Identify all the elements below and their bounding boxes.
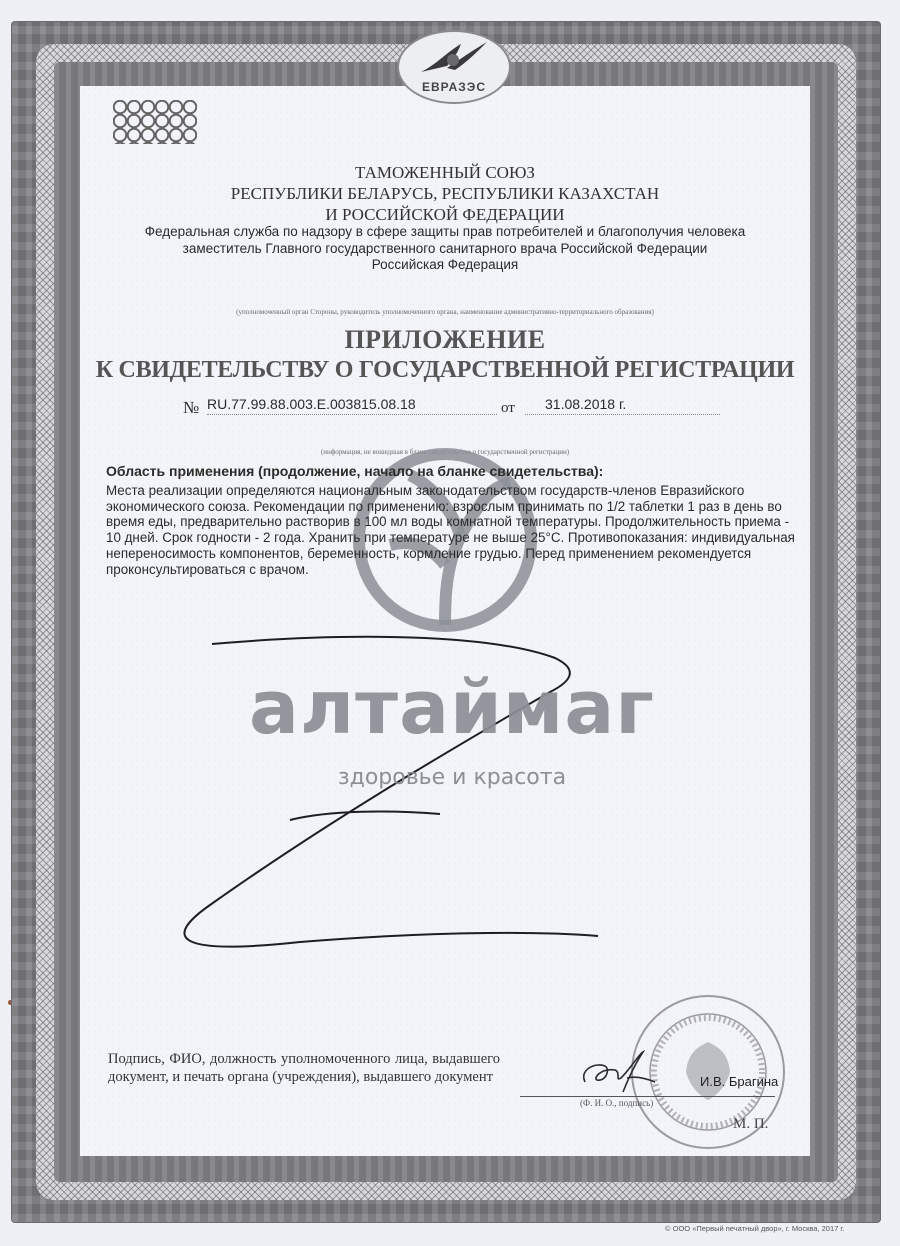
registration-date: 31.08.2018 г. <box>545 396 627 412</box>
signature-line-caption: (Ф. И. О., подпись) <box>580 1098 654 1108</box>
issuing-service <box>80 224 810 274</box>
issuing-service-line: Российская Федерация <box>371 257 519 272</box>
eurasec-emblem-icon <box>417 38 491 78</box>
application-scope-title: Область применения (продолжение, начало на бланке свидетельства): <box>106 463 604 479</box>
printer-footer: © ООО «Первый печатный двор», г. Москва, 2017 г. <box>665 1224 845 1233</box>
union-heading-line: И РОССИЙСКОЙ ФЕДЕРАЦИИ <box>325 205 565 224</box>
eurasec-logo <box>397 30 511 104</box>
handwritten-signature <box>575 1048 675 1096</box>
issuing-service-line: заместитель Главного государственного санитарного врача Российской Федерации <box>182 240 708 256</box>
watermark-tagline: здоровье и красота <box>337 765 567 790</box>
eurasec-logo-label: ЕВРАЗЭС <box>421 80 486 94</box>
document-title <box>80 325 810 385</box>
signature-caption: Подпись, ФИО, должность уполномоченного лица, выдавшего документ, и печать органа (учреждения), выдавшего документ <box>108 1051 500 1085</box>
application-scope <box>106 464 796 578</box>
document-title-line2: К СВИДЕТЕЛЬСТВУ О ГОСУДАРСТВЕННОЙ РЕГИСТРАЦИИ <box>95 357 795 383</box>
union-heading <box>80 162 810 225</box>
watermark-brand: алтаймаг <box>249 665 655 751</box>
union-heading-line: ТАМОЖЕННЫЙ СОЮЗ <box>355 163 535 182</box>
union-heading-line: РЕСПУБЛИКИ БЕЛАРУСЬ, РЕСПУБЛИКИ КАЗАХСТАН <box>230 184 660 203</box>
application-scope-text: Места реализации определяются национальным законодательством государств-членов Евразийского экономического союза. Рекомендации по применению: взрослым принимать по 1/2 таблетки 1 раз в день во время еды, предварительно растворив в 100 мл воды комнатной температуры. Продолжительность приема - 10 дней. Срок годности - 2 года. Хранить при температуре не выше 25°C. Противопоказания: индивидуальная непереносимость компонентов, беременность, кормление грудью. Перед применением рекомендуется проконсультироваться с врачом. <box>106 482 795 577</box>
security-lace-pattern <box>113 100 197 144</box>
authority-caption: (уполномоченный орган Стороны, руководитель уполномоченного органа, наименование административно-территориального образования) <box>236 308 654 316</box>
issuing-service-line: Федеральная служба по надзору в сфере защиты прав потребителей и благополучия человека <box>144 224 746 239</box>
signer-name: И.В. Брагина <box>700 1074 779 1089</box>
stamp-place-mark: М. П. <box>733 1116 769 1132</box>
registration-number: RU.77.99.88.003.E.003815.08.18 <box>207 396 416 412</box>
document-title-line1: ПРИЛОЖЕНИЕ <box>344 325 546 354</box>
date-label: от <box>501 400 515 416</box>
registration-line <box>183 396 723 418</box>
info-caption: (информация, не вошедшая в бланк свидетельства о государственной регистрации) <box>320 448 570 456</box>
number-sign: № <box>183 398 200 417</box>
signature-line <box>520 1096 775 1097</box>
date-underline <box>525 414 720 415</box>
number-underline <box>207 414 497 415</box>
